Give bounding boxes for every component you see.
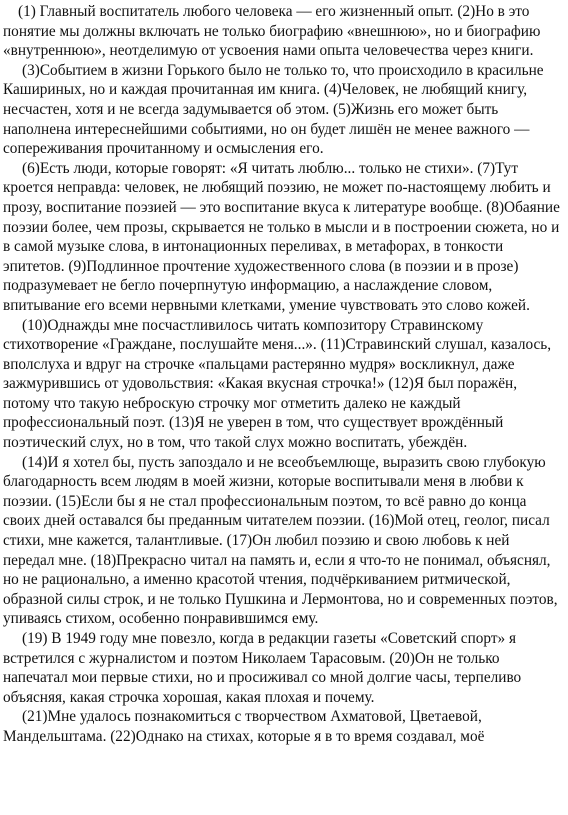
paragraph-2: (3)Событием в жизни Горького было не только то, что происходило в красильне Кашириных, но и каждая прочитанная им книга. (4)Человек, не любящий книгу, несчастен, хотя и не всегда задумывается об этом. (5)Жизнь его может быть наполнена интереснейшими событиями, но он будет лишён не менее важного — сопереживания прочитанному и осмысления его.: [3, 61, 544, 158]
paragraph-7: (21)Мне удалось познакомиться с творчеством Ахматовой, Цветаевой, Мандельштама. (22)Однако на стихах, которые я в то время создавал, моё: [3, 708, 485, 745]
paragraph-5: (14)И я хотел бы, пусть запоздало и не всеобъемлюще, выразить свою глубокую благодарность всем людям в моей жизни, которые воспитывали меня в любви к поэзии. (15)Если бы я не стал профессиональным поэтом, то всё равно до конца своих дней оставался бы преданным читателем поэзии. (16)Мой отец, геолог, писал стихи, мне кажется, талантливые. (17)Он любил поэзию и свою любовь к ней передал мне. (18)Прекрасно читал на память и, если я что-то не понимал, объяснял, но не рационально, а именно красотой чтения, подчёркиванием ритмической, образной силы строк, и не только Пушкина и Лермонтова, но и современных поэтов, упиваясь стихом, особенно понравившимся ему.: [3, 453, 558, 628]
paragraph-4: (10)Однажды мне посчастливилось читать композитору Стравинскому стихотворение «Граждане, послушайте меня...». (11)Стравинский слушал, казалось, вполслуха и вдруг на строчке «пальцами растерянно мудря» воскликнул, даже зажмурившись от удовольствия: «Какая вкусная строчка!» (12)Я был поражён, потому что такую неброскую строчку мог отметить далеко не каждый профессиональный поэт. (13)Я не уверен в том, что существует врождённый поэтический слух, но в том, что такой слух можно воспитать, убеждён.: [3, 316, 552, 452]
paragraph-1: (1) Главный воспитатель любого человека — его жизненный опыт. (2)Но в это понятие мы должны включать не только биографию «внешнюю», но и биографию «внутреннюю», неотделимую от усвоения нами опыта человечества через книги.: [3, 3, 541, 60]
paragraph-6: (19) В 1949 году мне повезло, когда в редакции газеты «Советский спорт» я встретился с журналистом и поэтом Николаем Тарасовым. (20)Он не только напечатал мои первые стихи, но и просиживал со мной долгие часы, терпеливо объясняя, какая строчка хорошая, какая плохая и почему.: [3, 630, 522, 706]
paragraph-3: (6)Есть люди, которые говорят: «Я читать люблю... только не стихи». (7)Тут кроется неправда: человек, не любящий поэзию, не может по-настоящему любить и прозу, воспитание поэзией — это воспитание вкуса к литературе вообще. (8)Обаяние поэзии более, чем прозы, скрывается не только в мысли и в построении сюжета, но и в самой музыке слова, в интонационных переливах, в метафорах, в тонкости эпитетов. (9)Подлинное прочтение художественного слова (в поэзии и в прозе) подразумевает не бегло почерпнутую информацию, а наслаждение словом, впитывание его всеми нервными клетками, умение чувствовать это слово кожей.: [3, 159, 560, 314]
